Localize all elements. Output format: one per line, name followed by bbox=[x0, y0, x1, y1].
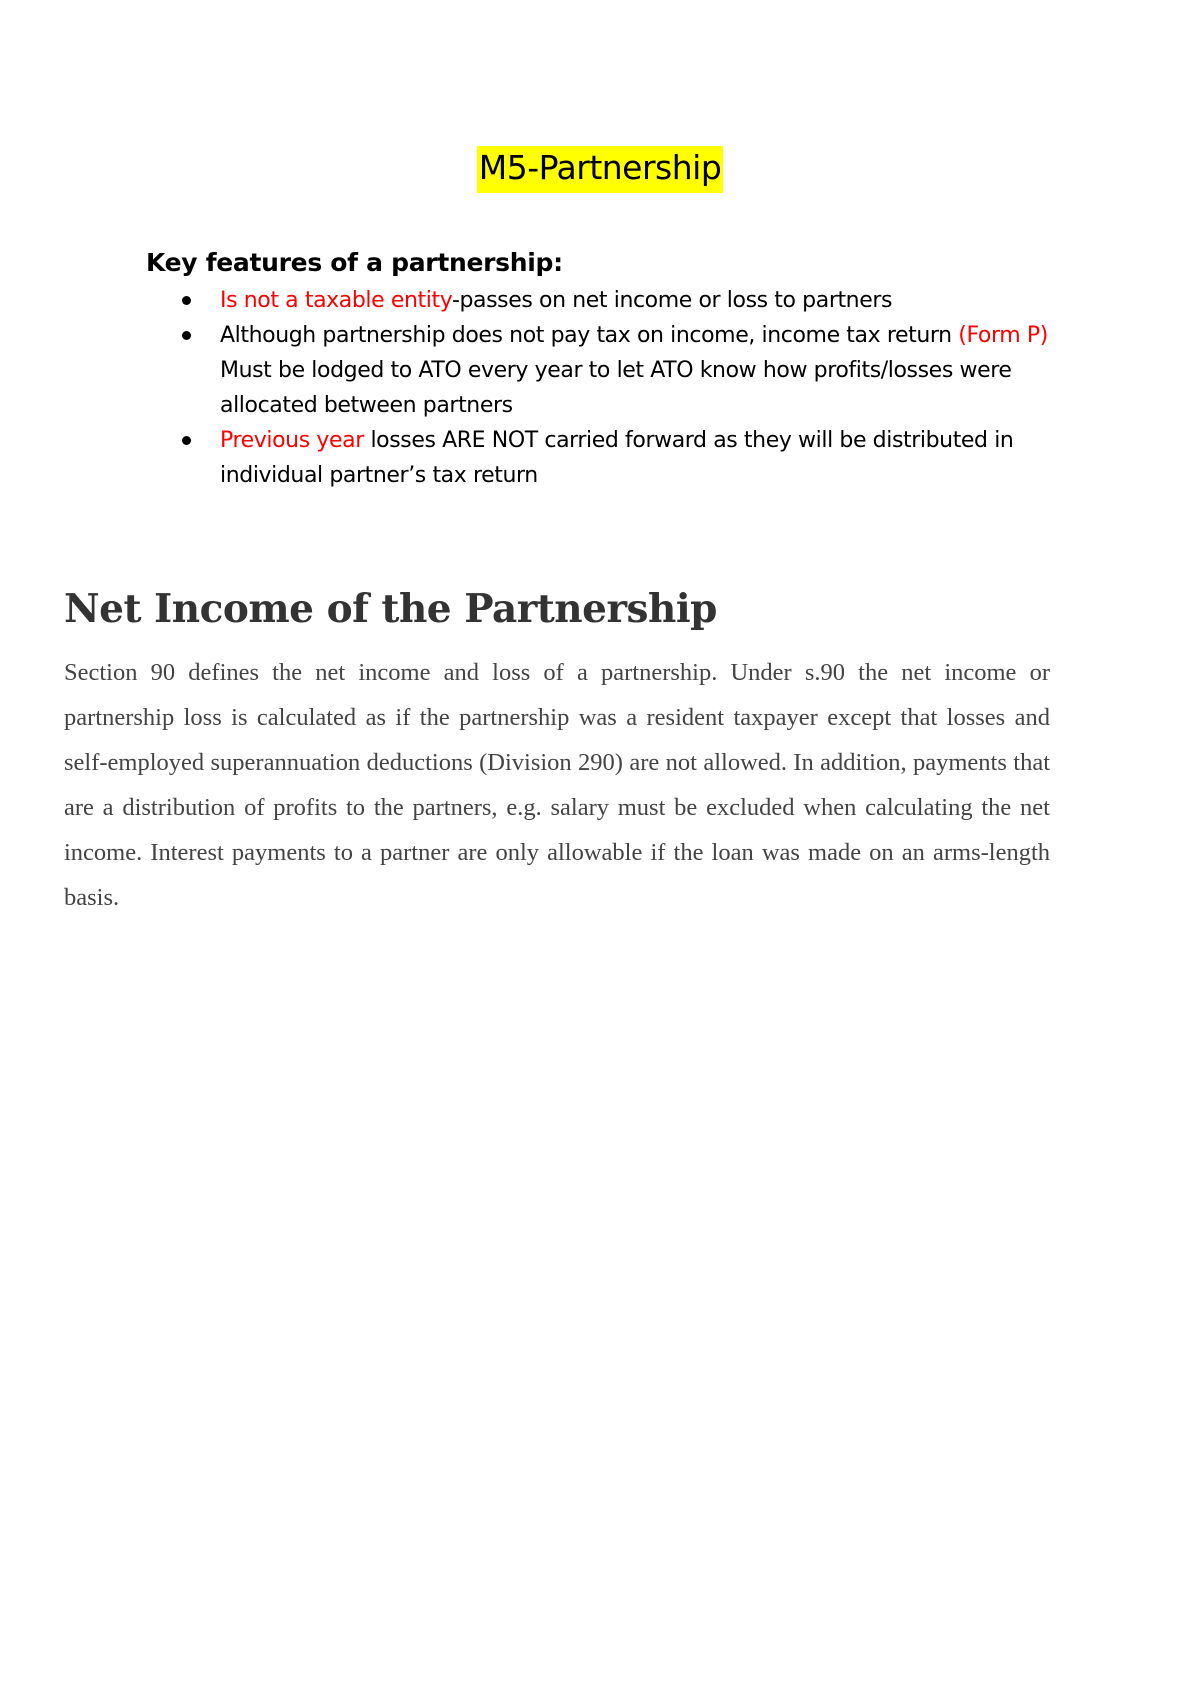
bullet-text: -passes on net income or loss to partners bbox=[451, 288, 893, 313]
key-features-list bbox=[146, 283, 1086, 493]
list-item bbox=[146, 283, 1086, 318]
document-title bbox=[0, 148, 1200, 187]
net-income-paragraph: Section 90 defines the net income and loss of a partnership. Under s.90 the net income or partnership loss is calculated as if the partnership was a resident taxpayer except that losses and self-employed superannuation deductions (Division 290) are not allowed. In addition, payments that are a distribution of profits to the partners, e.g. salary must be excluded when calculating the net income. Interest payments to a partner are only allowable if the loan was made on an arms-length basis. bbox=[64, 659, 1050, 911]
bullet-text: losses ARE NOT carried forward as they will be distributed in individual partner’s tax return bbox=[220, 428, 1014, 488]
bullet-emphasis: Previous year bbox=[220, 428, 364, 453]
bullet-emphasis: Is not a taxable entity bbox=[220, 288, 452, 313]
bullet-text: Although partnership does not pay tax on income, income tax return bbox=[220, 323, 959, 348]
list-item bbox=[146, 423, 1086, 493]
bullet-text: Must be lodged to ATO every year to let ATO know how profits/losses were allocated between partners bbox=[220, 358, 1012, 418]
bullet-icon bbox=[182, 296, 191, 305]
bullet-icon bbox=[182, 331, 191, 340]
key-features-section bbox=[146, 248, 1086, 493]
bullet-icon bbox=[182, 436, 191, 445]
list-item bbox=[146, 318, 1086, 423]
net-income-heading: Net Income of the Partnership bbox=[64, 586, 717, 632]
key-features-heading: Key features of a partnership: bbox=[146, 248, 563, 277]
document-title-highlight: M5-Partnership bbox=[477, 146, 724, 193]
bullet-emphasis: (Form P) bbox=[958, 323, 1048, 348]
